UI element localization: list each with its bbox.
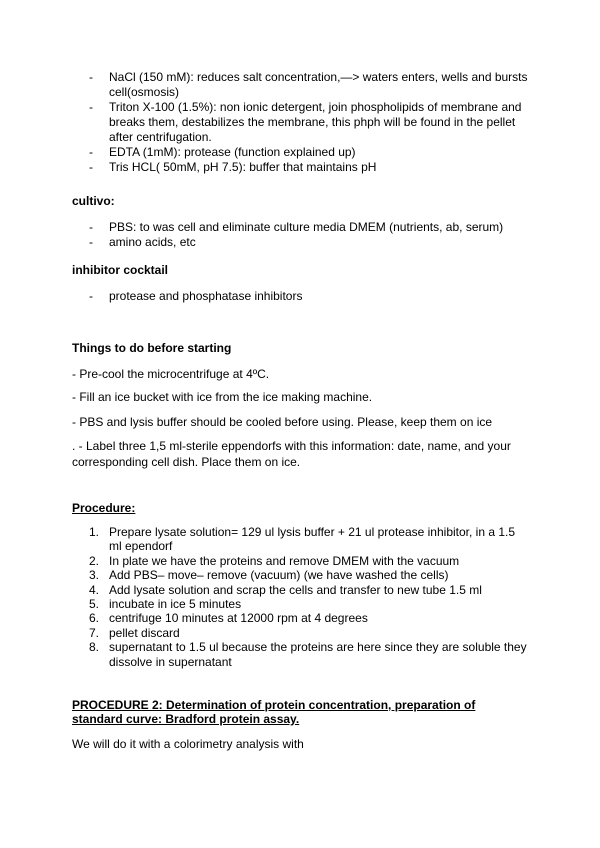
list-item [0, 583, 600, 597]
inhibitor-heading: inhibitor cocktail [72, 263, 169, 277]
list-item: - protease and phosphatase inhibitors [0, 289, 600, 304]
before-line: . - Label three 1,5 ml-sterile eppendorfs with this information: date, name, and your corresponding cell dish. Place them on ice. [72, 439, 511, 469]
before-line: - Pre-cool the microcentrifuge at 4ºC. [72, 367, 270, 381]
step-number: 4. [89, 582, 100, 597]
list-item [0, 554, 600, 568]
procedure-steps [0, 525, 600, 669]
list-item: - Tris HCL( 50mM, pH 7.5): buffer that maintains pH [0, 160, 600, 175]
procedure-heading: Procedure: [72, 501, 136, 515]
list-item [0, 626, 600, 640]
step-number: 6. [89, 611, 100, 626]
step-number: 3. [89, 568, 100, 583]
list-item [0, 611, 600, 625]
step-number: 5. [89, 597, 100, 612]
step-text: Add lysate solution and scrap the cells and transfer to new tube 1.5 ml [109, 582, 482, 597]
list-item: - PBS: to was cell and eliminate culture media DMEM (nutrients, ab, serum) [0, 220, 600, 235]
before-line: - Fill an ice bucket with ice from the ice making machine. [72, 390, 373, 404]
cultivo-heading: cultivo: [72, 194, 115, 208]
before-heading: Things to do before starting [72, 341, 232, 355]
procedure2-text: We will do it with a colorimetry analysis with [72, 737, 304, 751]
step-text: incubate in ice 5 minutes [109, 597, 242, 612]
step-number: 7. [89, 625, 100, 640]
step-number: 8. [89, 640, 100, 655]
list-item: - Triton X-100 (1.5%): non ionic detergent, join phospholipids of membrane and breaks them, destabilizes the membrane, this phph will be found in the pellet after centrifugation. [0, 100, 600, 145]
inhibitor-list [0, 289, 600, 304]
step-text: Add PBS– move– remove (vacuum) (we have washed the cells) [109, 568, 449, 583]
list-item [0, 568, 600, 582]
list-item: - amino acids, etc [0, 235, 600, 250]
step-text: Prepare lysate solution= 129 ul lysis buffer + 21 ul protease inhibitor, in a 1.5 ml ependorf [109, 525, 516, 554]
step-text: pellet discard [109, 625, 180, 640]
list-item [0, 597, 600, 611]
list-item: - NaCl (150 mM): reduces salt concentration,—> waters enters, wells and bursts cell(osmosis) [0, 70, 600, 100]
before-line: - PBS and lysis buffer should be cooled before using. Please, keep them on ice [72, 415, 493, 429]
list-item [0, 525, 600, 554]
list-item: - EDTA (1mM): protease (function explained up) [0, 145, 600, 160]
procedure2-heading: PROCEDURE 2: Determination of protein concentration, preparation of [72, 698, 476, 712]
step-number: 2. [89, 553, 100, 568]
list-item [0, 640, 600, 669]
step-text: supernatant to 1.5 ul because the proteins are here since they are soluble they dissolve in supernatant [109, 640, 527, 669]
step-text: centrifuge 10 minutes at 12000 rpm at 4 degrees [109, 611, 368, 626]
step-text: In plate we have the proteins and remove DMEM with the vacuum [109, 553, 460, 568]
lysis-components-list [0, 70, 600, 175]
cultivo-list [0, 220, 600, 250]
step-number: 1. [89, 525, 100, 539]
procedure2-heading-cont: standard curve: Bradford protein assay. [72, 712, 300, 726]
